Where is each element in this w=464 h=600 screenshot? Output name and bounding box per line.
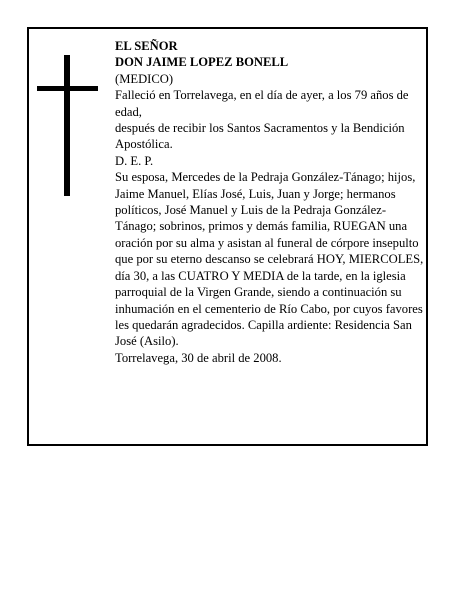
rest-in-peace-line: D. E. P. <box>115 153 154 168</box>
sacraments-line: después de recibir los Santos Sacramentos y la Bendición Apostólica. <box>115 121 405 152</box>
place-and-date-line: Torrelavega, 30 de abril de 2008. <box>115 350 282 365</box>
deceased-title-line: EL SEÑOR <box>115 39 178 53</box>
death-announcement: Falleció en Torrelavega, en el día de ayer, a los 79 años de edad, <box>115 88 409 119</box>
cross-horizontal-bar <box>37 86 98 91</box>
obituary-text-block <box>115 38 425 366</box>
deceased-name: DON JAIME LOPEZ BONELL <box>115 55 289 70</box>
family-and-funeral-paragraph: Su esposa, Mercedes de la Pedraja González-Tánago; hijos, Jaime Manuel, Elías José, Luis, Juan y Jorge; hermanos políticos, José Manuel y Luis de la Pedraja González-Tánago; sobrinos, primos y demás familia, RUEGAN una oración por su alma y asistan al funeral de córpore insepulto que por su eterno descanso se celebrará HOY, MIERCOLES, día 30, a las CUATRO Y MEDIA de la tarde, en la iglesia parroquial de la Virgen Grande, siendo a continuación su inhumación en el cementerio de Río Cabo, por cuyos favores les quedarán agradecidos. Capilla ardiente: Residencia San José (Asilo). <box>115 170 424 349</box>
cross-vertical-bar <box>64 55 70 196</box>
deceased-profession: (MEDICO) <box>115 71 174 86</box>
